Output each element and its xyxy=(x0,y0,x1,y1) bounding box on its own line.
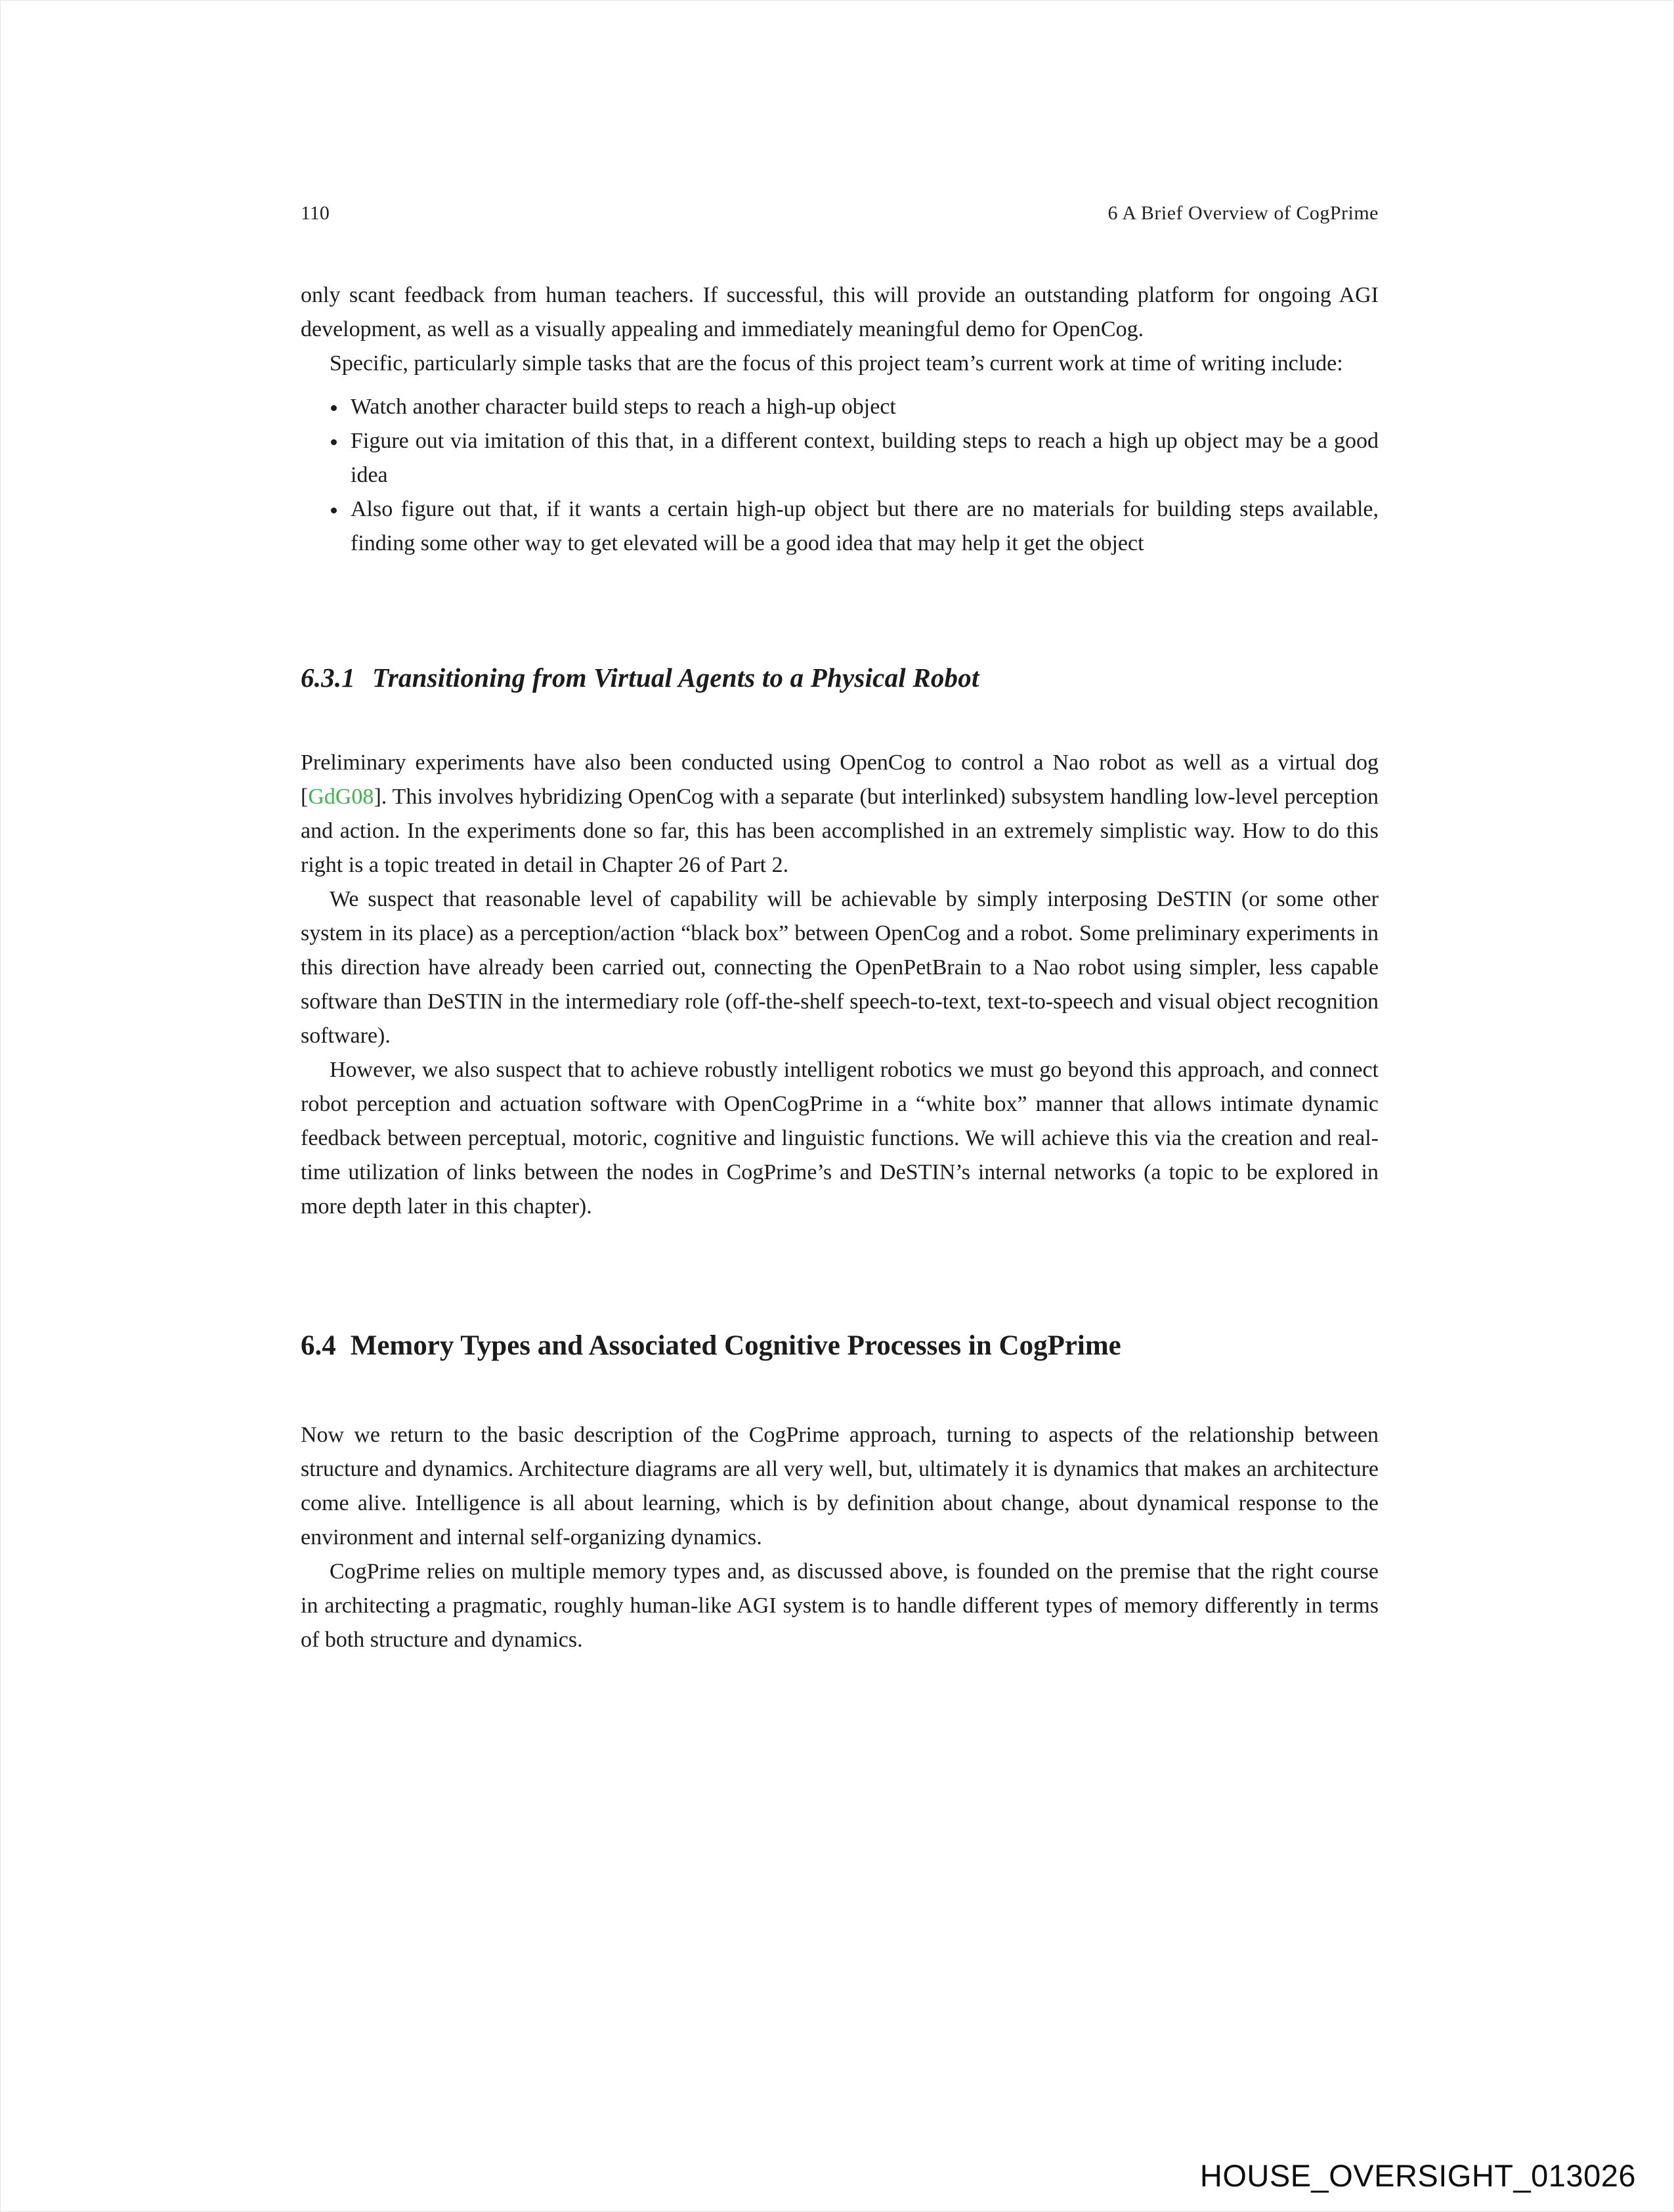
paragraph-631-2: We suspect that reasonable level of capability will be achievable by simply interposing DeSTIN (or some other system in its place) as a perception/action “black box” between OpenCog and a robot. Some preliminary experiments in this direction have already been carried out, connecting the OpenPetBrain to a Nao robot using simpler, less capable software than DeSTIN in the intermediary role (off-the-shelf speech-to-text, text-to-speech and visual object recognition software). xyxy=(301,887,1379,1048)
body-text xyxy=(301,278,1379,1657)
paragraph-631-1-pre: Preliminary experiments have also been conducted using OpenCog to control a Nao robot as well as a virtual dog [ xyxy=(301,750,1379,809)
section-title: Memory Types and Associated Cognitive Processes in CogPrime xyxy=(350,1330,1121,1361)
paragraph-intro-2: Specific, particularly simple tasks that are the focus of this project team’s current work at time of writing include: xyxy=(330,351,1343,376)
page-content xyxy=(301,202,1379,1657)
subsection-number: 6.3.1 xyxy=(301,662,355,693)
task-bullet-list xyxy=(301,390,1379,561)
subsection-heading-631 xyxy=(301,661,1379,695)
paragraph-631-3: However, we also suspect that to achieve robustly intelligent robotics we must go beyond this approach, and connect robot perception and actuation software with OpenCogPrime in a “white box” manner that allows intimate dynamic feedback between perceptual, motoric, cognitive and linguistic functions. We will achieve this via the creation and real-time utilization of links between the nodes in CogPrime’s and DeSTIN’s internal networks (a topic to be explored in more depth later in this chapter). xyxy=(301,1058,1379,1219)
paragraph-intro-1: only scant feedback from human teachers. If successful, this will provide an outstanding platform for ongoing AGI development, as well as a visually appealing and immediately meaningful demo for OpenCog. xyxy=(301,283,1379,341)
bullet-item: • Figure out via imitation of this that, in a different context, building steps to reach a high up object may be a good idea xyxy=(347,424,1379,492)
page-number: 110 xyxy=(301,202,330,224)
running-header xyxy=(301,202,1379,225)
section-heading-64 xyxy=(301,1329,1379,1363)
watermark-text: HOUSE_OVERSIGHT_013026 xyxy=(1199,2158,1636,2193)
paragraph-64-2: CogPrime relies on multiple memory types and, as discussed above, is founded on the premise that the right course in architecting a pragmatic, roughly human-like AGI system is to handle different types of memory differently in terms of both structure and dynamics. xyxy=(301,1559,1379,1652)
subsection-title: Transitioning from Virtual Agents to a Physical Robot xyxy=(372,662,979,693)
running-title: 6 A Brief Overview of CogPrime xyxy=(1107,202,1379,224)
paragraph-631-1-post: ]. This involves hybridizing OpenCog with a separate (but interlinked) subsystem handling low-level perception and action. In the experiments done so far, this has been accomplished in an extremely simplistic way. How to do this right is a topic treated in detail in Chapter 26 of Part 2. xyxy=(301,785,1379,877)
bullet-item: • Also figure out that, if it wants a certain high-up object but there are no materials for building steps available, finding some other way to get elevated will be a good idea that may help it get the object xyxy=(347,492,1379,561)
section-number: 6.4 xyxy=(301,1330,336,1361)
paragraph-64-1: Now we return to the basic description of the CogPrime approach, turning to aspects of the relationship between structure and dynamics. Architecture diagrams are all very well, but, ultimately it is dynamics that makes an architecture come alive. Intelligence is all about learning, which is by definition about change, about dynamical response to the environment and internal self-organizing dynamics. xyxy=(301,1423,1379,1550)
citation-link[interactable]: GdG08 xyxy=(308,785,374,809)
paragraph-631-1 xyxy=(301,746,1379,882)
bullet-item: • Watch another character build steps to reach a high-up object xyxy=(347,390,1379,424)
